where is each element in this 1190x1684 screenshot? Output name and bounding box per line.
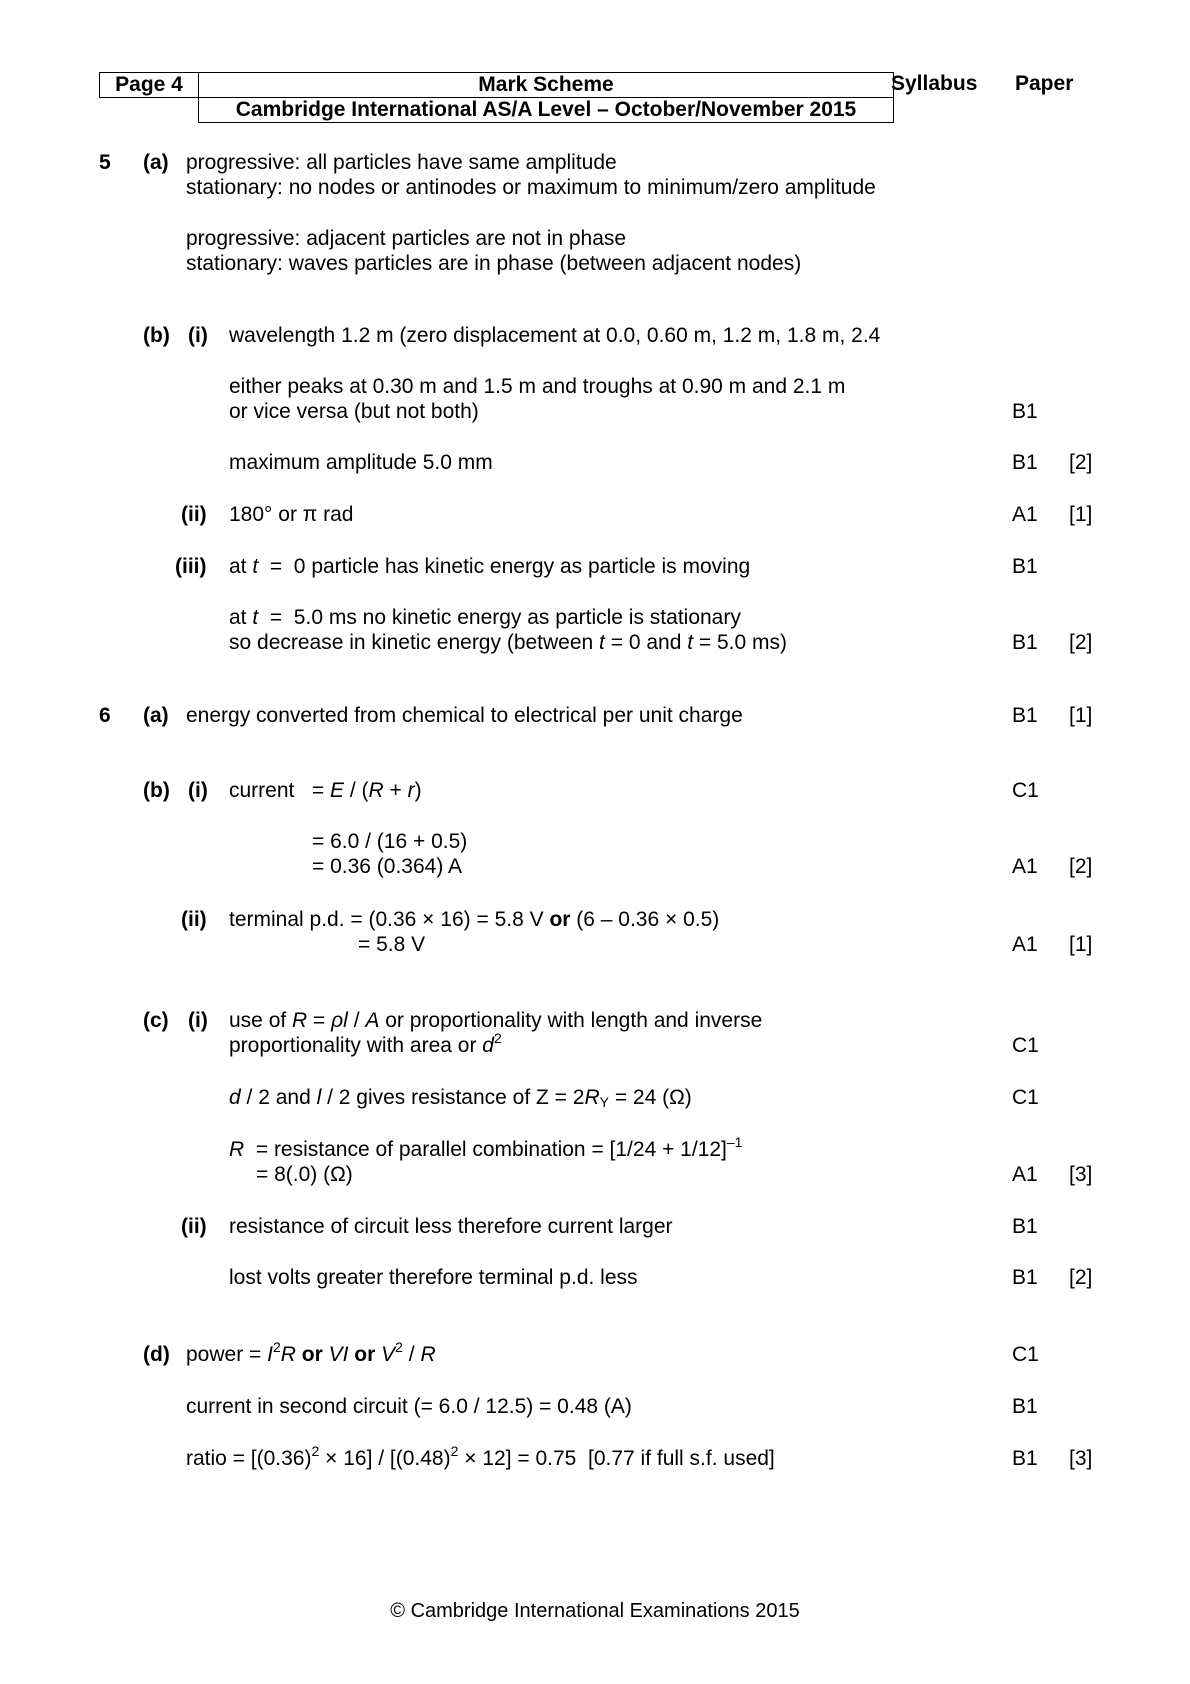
mark: B1 bbox=[1012, 631, 1038, 654]
total-marks: [3] bbox=[1069, 1163, 1093, 1186]
q6b-i-label: (i) bbox=[188, 779, 208, 802]
mark: C1 bbox=[1012, 1034, 1039, 1057]
q5biii-line-3: so decrease in kinetic energy (between t = 0 and t = 5.0 ms) bbox=[229, 631, 788, 654]
total-marks: [2] bbox=[1069, 1266, 1093, 1289]
mark: B1 bbox=[1012, 1395, 1038, 1418]
document-subtitle: Cambridge International AS/A Level – October/November 2015 bbox=[199, 98, 894, 123]
question-5-number: 5 bbox=[99, 151, 111, 174]
mark: B1 bbox=[1012, 555, 1038, 578]
q6c-ii-label: (ii) bbox=[181, 1215, 207, 1238]
mark: C1 bbox=[1012, 779, 1039, 802]
q6-part-d-label: (d) bbox=[143, 1343, 170, 1366]
mark: A1 bbox=[1012, 1163, 1038, 1186]
total-marks: [2] bbox=[1069, 855, 1093, 878]
q6cii-line-2: lost volts greater therefore terminal p.d. less bbox=[229, 1266, 638, 1289]
mark: A1 bbox=[1012, 855, 1038, 878]
q5bi-line-2: either peaks at 0.30 m and 1.5 m and troughs at 0.90 m and 2.1 m bbox=[229, 375, 846, 398]
q6d-line-3: ratio = $[(0.36)^2 \times 16] / [(0.48)^2 \times 12] = 0.75$ [0.77 if full s.f. used] bbox=[186, 1443, 775, 1470]
q6-part-a-label: (a) bbox=[143, 704, 169, 727]
q5bi-line-3: or vice versa (but not both) bbox=[229, 400, 479, 423]
copyright-footer: © Cambridge International Examinations 2015 bbox=[390, 1600, 800, 1622]
q6ci-line-4: R = resistance of parallel combination = $[1/24 + 1/12]^{-1}$ bbox=[229, 1134, 743, 1161]
syllabus-label: Syllabus bbox=[891, 72, 978, 95]
q6bi-line-2: = 6.0 / (16 + 0.5) bbox=[312, 830, 468, 853]
header-table bbox=[99, 72, 894, 123]
q6ci-line-5: = 8(.0) (Ω) bbox=[256, 1163, 353, 1186]
q5b-iii-label: (iii) bbox=[175, 555, 207, 578]
mark: C1 bbox=[1012, 1086, 1039, 1109]
q6cii-line-1: resistance of circuit less therefore current larger bbox=[229, 1215, 673, 1238]
mark: B1 bbox=[1012, 400, 1038, 423]
paper-label: Paper bbox=[1015, 72, 1074, 95]
mark: C1 bbox=[1012, 1343, 1039, 1366]
q5a-line-3: progressive: adjacent particles are not in phase bbox=[186, 227, 627, 250]
mark: B1 bbox=[1012, 1215, 1038, 1238]
total-marks: [3] bbox=[1069, 1447, 1093, 1470]
q6ci-line-2: proportionality with area or $d^2$ bbox=[229, 1030, 502, 1057]
q5-part-a-label: (a) bbox=[143, 151, 169, 174]
q5bii-line: 180° or π rad bbox=[229, 503, 354, 526]
question-6-number: 6 bbox=[99, 704, 111, 727]
header-blank bbox=[100, 98, 199, 123]
total-marks: [2] bbox=[1069, 451, 1093, 474]
q5-part-b-label: (b) bbox=[143, 324, 170, 347]
total-marks: [1] bbox=[1069, 933, 1093, 956]
mark: A1 bbox=[1012, 933, 1038, 956]
page-number: Page 4 bbox=[100, 73, 199, 98]
q6-part-c-label: (c) bbox=[143, 1009, 169, 1032]
q6d-line-1: power = $I^2R$ or VI or $V^2$ / R bbox=[186, 1339, 436, 1366]
q6ci-line-3: d / 2 and l / 2 gives resistance of $Z = 2R_Y = 24$ (Ω) bbox=[229, 1086, 692, 1110]
q6bii-line-1: terminal p.d. = (0.36 × 16) = 5.8 V or (6 – 0.36 × 0.5) bbox=[229, 908, 720, 931]
q5biii-line-2: at t = 5.0 ms no kinetic energy as particle is stationary bbox=[229, 606, 741, 629]
q6bi-line-3: = 0.36 (0.364) A bbox=[312, 855, 463, 878]
q5bi-line-4: maximum amplitude 5.0 mm bbox=[229, 451, 493, 474]
total-marks: [2] bbox=[1069, 631, 1093, 654]
q6bii-line-2: = 5.8 V bbox=[358, 933, 426, 956]
q6ci-line-1: use of R = ρl / A or proportionality with length and inverse bbox=[229, 1009, 763, 1032]
q5b-ii-label: (ii) bbox=[181, 503, 207, 526]
q5b-i-label: (i) bbox=[188, 324, 208, 347]
document-title: Mark Scheme bbox=[199, 73, 894, 98]
q6d-line-2: current in second circuit (= 6.0 / 12.5) = 0.48 (A) bbox=[186, 1395, 632, 1418]
total-marks: [1] bbox=[1069, 503, 1093, 526]
q5a-line-4: stationary: waves particles are in phase (between adjacent nodes) bbox=[186, 252, 802, 275]
q5a-line-2: stationary: no nodes or antinodes or maximum to minimum/zero amplitude bbox=[186, 176, 876, 199]
q6a-line: energy converted from chemical to electrical per unit charge bbox=[186, 704, 743, 727]
mark: B1 bbox=[1012, 451, 1038, 474]
mark: B1 bbox=[1012, 1447, 1038, 1470]
q5biii-line-1: at t = 0 particle has kinetic energy as particle is moving bbox=[229, 555, 751, 578]
q6c-i-label: (i) bbox=[188, 1009, 208, 1032]
q6bi-line-1: current = E / (R + r) bbox=[229, 779, 422, 802]
q6b-ii-label: (ii) bbox=[181, 908, 207, 931]
q6-part-b-label: (b) bbox=[143, 779, 170, 802]
q5a-line-1: progressive: all particles have same amplitude bbox=[186, 151, 617, 174]
mark: B1 bbox=[1012, 1266, 1038, 1289]
mark: A1 bbox=[1012, 503, 1038, 526]
total-marks: [1] bbox=[1069, 704, 1093, 727]
q5bi-line-1: wavelength 1.2 m (zero displacement at 0.0, 0.60 m, 1.2 m, 1.8 m, 2.4 bbox=[229, 324, 881, 347]
mark: B1 bbox=[1012, 704, 1038, 727]
